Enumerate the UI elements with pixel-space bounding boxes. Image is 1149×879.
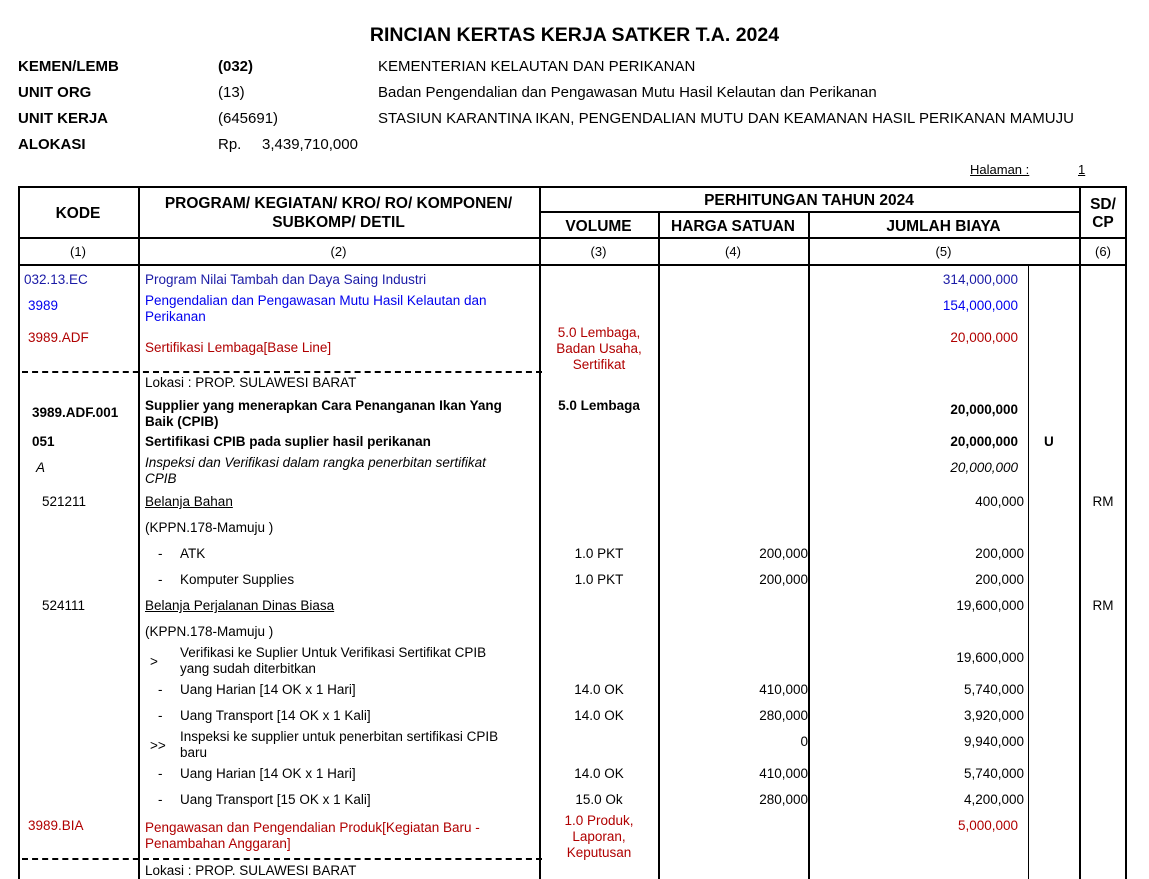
row-harga: 200,000 <box>759 572 808 587</box>
row-harga: 280,000 <box>759 708 808 723</box>
th-perhitungan: PERHITUNGAN TAHUN 2024 <box>704 192 914 209</box>
section-divider <box>22 858 542 860</box>
row-volume: 1.0 PKT <box>574 572 624 587</box>
th-program-line2: SUBKOMP/ DETIL <box>272 214 405 231</box>
row-jumlah: 5,000,000 <box>957 818 1018 833</box>
row-harga: 200,000 <box>759 546 808 561</box>
row-uraian-line2: Baik (CPIB) <box>145 414 219 429</box>
header-code-unit-org: (13) <box>218 84 245 101</box>
row-uraian: Program Nilai Tambah dan Daya Saing Industri <box>145 272 427 287</box>
header-label-alokasi: ALOKASI <box>18 136 86 153</box>
row-harga: 410,000 <box>759 766 808 781</box>
header-value-unit-kerja: STASIUN KARANTINA IKAN, PENGENDALIAN MUTU DAN KEAMANAN HASIL PERIKANAN MAMUJU <box>378 110 1074 127</box>
row-uraian: Sertifikasi Lembaga[Base Line] <box>145 340 332 355</box>
row-kode: 524111 <box>42 598 86 613</box>
row-volume-line3: Sertifikat <box>572 357 626 372</box>
row-harga: 0 <box>800 734 808 749</box>
col-num-3: (3) <box>590 244 607 259</box>
row-uraian-line1: Verifikasi ke Suplier Untuk Verifikasi Sertifikat CPIB <box>180 645 487 660</box>
row-lokasi: Lokasi : PROP. SULAWESI BARAT <box>145 863 357 878</box>
row-jumlah: 200,000 <box>975 546 1024 561</box>
row-kode: 032.13.EC <box>24 272 88 287</box>
row-jumlah: 20,000,000 <box>950 434 1018 449</box>
row-volume: 5.0 Lembaga <box>558 398 640 413</box>
header-value-kemen: KEMENTERIAN KELAUTAN DAN PERIKANAN <box>378 58 696 75</box>
document-title: RINCIAN KERTAS KERJA SATKER T.A. 2024 <box>369 24 780 46</box>
th-sd-line2: CP <box>1092 214 1114 231</box>
header-label-kemen: KEMEN/LEMB <box>18 58 119 75</box>
th-jumlah-biaya: JUMLAH BIAYA <box>886 218 1001 235</box>
row-uraian: Belanja Bahan <box>145 494 233 509</box>
row-uraian: Komputer Supplies <box>180 572 295 587</box>
th-volume: VOLUME <box>565 218 632 235</box>
row-jumlah: 5,740,000 <box>963 682 1024 697</box>
row-lokasi: Lokasi : PROP. SULAWESI BARAT <box>145 375 357 390</box>
row-jumlah: 154,000,000 <box>942 298 1018 313</box>
row-bullet: - <box>158 682 163 697</box>
row-jumlah: 9,940,000 <box>963 734 1024 749</box>
row-jumlah: 4,200,000 <box>963 792 1024 807</box>
col-num-5: (5) <box>935 244 952 259</box>
row-kode: 3989.BIA <box>28 818 84 833</box>
row-uraian-line2: CPIB <box>145 471 177 486</box>
row-bullet: - <box>158 766 163 781</box>
row-uraian: Uang Transport [15 OK x 1 Kali] <box>180 792 371 807</box>
row-sd: RM <box>1092 598 1114 613</box>
header-value-alokasi: 3,439,710,000 <box>262 136 358 153</box>
row-bullet: - <box>158 792 163 807</box>
row-jumlah: 314,000,000 <box>942 272 1018 287</box>
row-kppn: (KPPN.178-Mamuju ) <box>145 520 274 535</box>
row-volume: 14.0 OK <box>574 708 624 723</box>
page-number: 1 <box>1078 162 1086 177</box>
header-value-unit-org: Badan Pengendalian dan Pengawasan Mutu Hasil Kelautan dan Perikanan <box>378 84 877 101</box>
row-uraian-line2: baru <box>180 745 208 760</box>
row-harga: 410,000 <box>759 682 808 697</box>
row-kode: 521211 <box>42 494 87 509</box>
row-jumlah: 19,600,000 <box>956 650 1024 665</box>
row-uraian-line2: yang sudah diterbitkan <box>180 661 316 676</box>
header-code-kemen: (032) <box>218 58 254 75</box>
row-uraian-line1: Inspeksi dan Verifikasi dalam rangka penerbitan sertifikat <box>145 455 486 470</box>
row-jumlah: 19,600,000 <box>956 598 1024 613</box>
th-kode: KODE <box>55 205 101 222</box>
row-uraian: ATK <box>180 546 206 561</box>
row-kode: 3989.ADF.001 <box>32 405 119 420</box>
row-bullet: >> <box>150 738 166 753</box>
row-kode: 051 <box>32 434 55 449</box>
col-num-1: (1) <box>70 244 86 259</box>
th-sd-line1: SD/ <box>1090 196 1116 213</box>
row-bullet: - <box>158 546 163 561</box>
row-uraian-line1: Supplier yang menerapkan Cara Penanganan Ikan Yang <box>145 398 502 413</box>
row-bullet: > <box>150 654 158 669</box>
row-bullet: - <box>158 572 163 587</box>
row-harga: 280,000 <box>759 792 808 807</box>
row-uraian-line2: Penambahan Anggaran] <box>145 836 291 851</box>
col-num-6: (6) <box>1095 244 1111 259</box>
page-label: Halaman : <box>970 162 1030 177</box>
row-volume: 14.0 OK <box>574 682 624 697</box>
header-code-alokasi: Rp. <box>218 136 242 153</box>
row-uraian: Belanja Perjalanan Dinas Biasa <box>145 598 335 613</box>
row-uraian-line2: Perikanan <box>145 309 206 324</box>
row-bullet: - <box>158 708 163 723</box>
row-kode: A <box>36 460 46 475</box>
row-uraian: Sertifikasi CPIB pada suplier hasil perikanan <box>145 434 431 449</box>
row-kode: 3989 <box>28 298 59 313</box>
row-uraian-line1: Pengendalian dan Pengawasan Mutu Hasil Kelautan dan <box>145 293 487 308</box>
row-volume: 1.0 PKT <box>574 546 624 561</box>
th-program-line1: PROGRAM/ KEGIATAN/ KRO/ RO/ KOMPONEN/ <box>164 195 513 212</box>
th-harga-satuan: HARGA SATUAN <box>671 218 795 235</box>
row-jumlah: 3,920,000 <box>963 708 1024 723</box>
header-label-unit-kerja: UNIT KERJA <box>18 110 109 127</box>
row-uraian-line1: Pengawasan dan Pengendalian Produk[Kegiatan Baru - <box>145 820 480 835</box>
section-divider <box>22 371 542 373</box>
row-jumlah: 20,000,000 <box>950 330 1018 345</box>
row-jumlah: 400,000 <box>975 494 1024 509</box>
header-code-unit-kerja: (645691) <box>218 110 279 127</box>
row-jumlah: 200,000 <box>975 572 1024 587</box>
row-kode: 3989.ADF <box>28 330 89 345</box>
col-num-4: (4) <box>725 244 741 259</box>
header-label-unit-org: UNIT ORG <box>18 84 92 101</box>
row-volume-line3: Keputusan <box>566 845 632 860</box>
row-jumlah: 5,740,000 <box>963 766 1024 781</box>
row-volume-line2: Laporan, <box>572 829 626 844</box>
row-kppn: (KPPN.178-Mamuju ) <box>145 624 274 639</box>
row-uraian: Uang Harian [14 OK x 1 Hari] <box>180 682 356 697</box>
row-uraian: Uang Harian [14 OK x 1 Hari] <box>180 766 356 781</box>
row-volume-line2: Badan Usaha, <box>556 341 642 356</box>
row-jumlah: 20,000,000 <box>950 402 1018 417</box>
row-jumlah: 20,000,000 <box>950 460 1018 475</box>
row-sd: RM <box>1092 494 1114 509</box>
row-volume-line1: 5.0 Lembaga, <box>557 325 641 340</box>
col-num-2: (2) <box>330 244 347 259</box>
row-flag: U <box>1044 434 1054 449</box>
row-volume: 14.0 OK <box>574 766 624 781</box>
row-volume: 15.0 Ok <box>575 792 623 807</box>
row-uraian-line1: Inspeksi ke supplier untuk penerbitan sertifikasi CPIB <box>180 729 499 744</box>
row-volume-line1: 1.0 Produk, <box>564 813 634 828</box>
row-uraian: Uang Transport [14 OK x 1 Kali] <box>180 708 371 723</box>
